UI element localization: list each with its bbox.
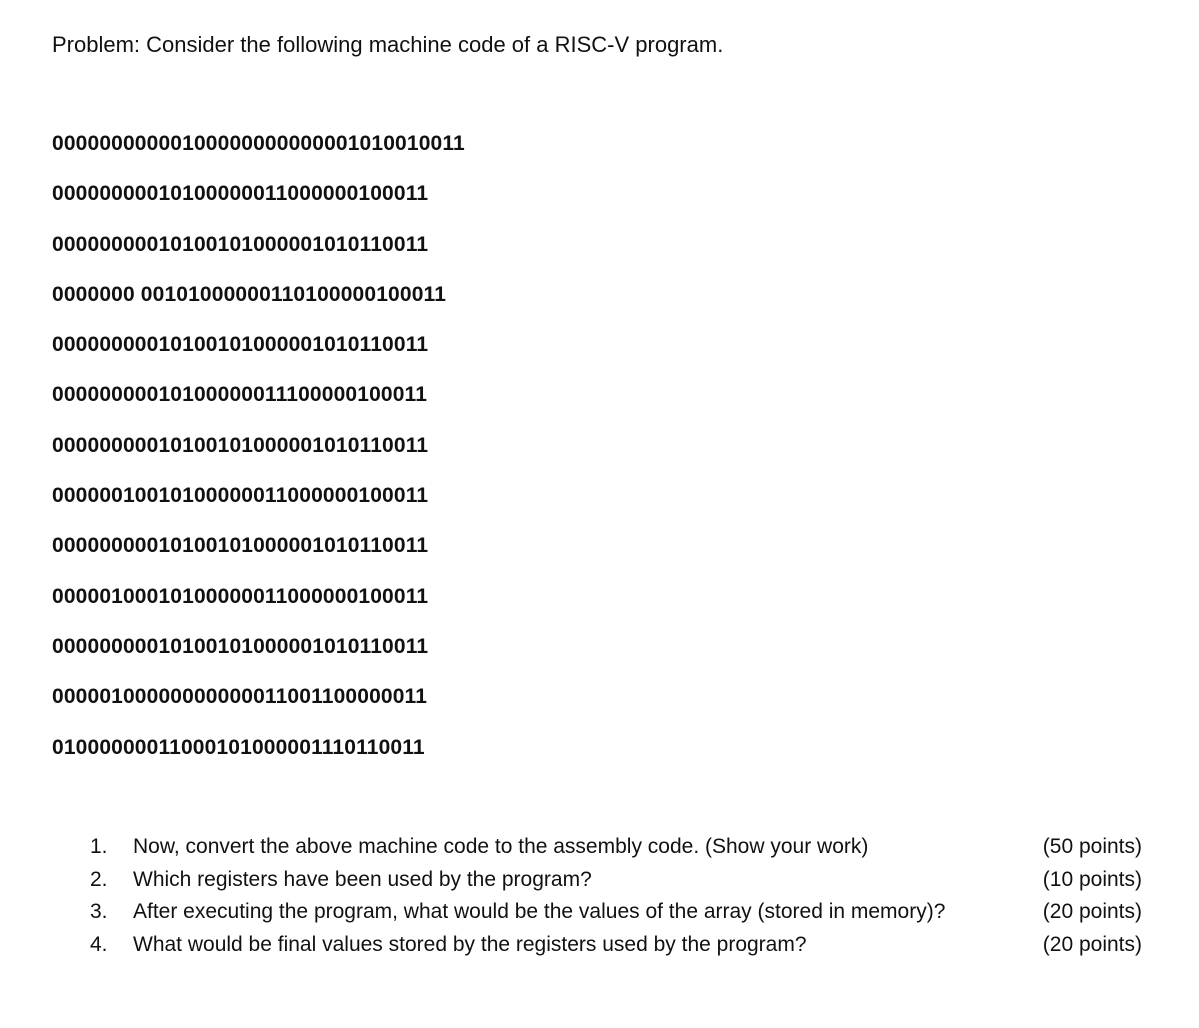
question-text: What would be final values stored by the registers used by the program? [133,932,807,956]
question-number: 1. [90,835,108,858]
machine-code-line: 00000100010100000011000000100011 [52,584,429,608]
machine-code-line: 00000000000100000000000001010010011 [52,132,465,155]
machine-code-line: 01000000011000101000001110110011 [52,735,425,759]
machine-code-line: 00000000010100000011100000100011 [52,383,428,407]
question-item [90,897,1142,930]
question-list [90,832,1142,962]
machine-code-line: 00000000010100000011000000100011 [52,182,429,206]
machine-code-line: 00000100000000000011001100000011 [52,685,428,709]
question-points: (20 points) [1042,900,1142,924]
machine-code-line: 00000000010100101000001010110011 [52,333,429,357]
machine-code-line: 00000010010100000011000000100011 [52,484,429,508]
question-text: Which registers have been used by the program? [133,867,592,891]
question-item [90,865,1142,898]
question-number: 3. [90,900,108,924]
question-points: (10 points) [1042,867,1142,891]
machine-code-line: 0000000 00101000000110100000100011 [52,282,447,306]
machine-code-line: 00000000010100101000001010110011 [52,634,429,658]
question-points: (20 points) [1042,932,1142,956]
machine-code-list [52,130,465,784]
question-item [90,832,1142,865]
question-points: (50 points) [1042,835,1142,858]
question-number: 2. [90,867,108,891]
question-number: 4. [90,932,108,956]
problem-title: Problem: Consider the following machine code of a RISC-V program. [52,32,724,57]
machine-code-line: 00000000010100101000001010110011 [52,433,429,457]
machine-code-line: 00000000010100101000001010110011 [52,232,429,256]
question-text: Now, convert the above machine code to the assembly code. (Show your work) [133,835,869,858]
question-item [90,930,1142,963]
machine-code-line: 00000000010100101000001010110011 [52,534,429,558]
question-text: After executing the program, what would be the values of the array (stored in memory)? [133,900,946,924]
